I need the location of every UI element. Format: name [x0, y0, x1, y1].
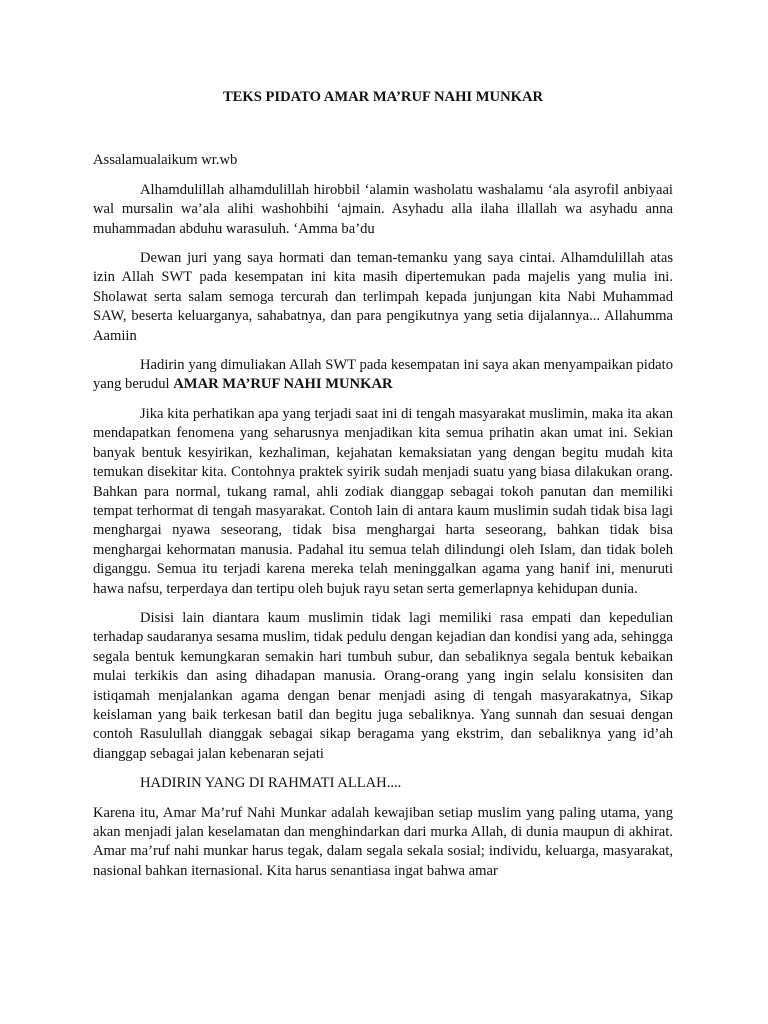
paragraph-opening-praise: Alhamdulillah alhamdulillah hirobbil ‘alamin washolatu washalamu ‘ala asyrofil anbiyaai wal mursalin wa’ala alihi washohbihi ‘ajmain. Asyhadu alla ilaha illallah wa asyhadu anna muhammadan abduhu warasuluh. ‘Amma ba’du [93, 181, 673, 237]
paragraph-salutation: Dewan juri yang saya hormati dan teman-temanku yang saya cintai. Alhamdulillah atas izin Allah SWT pada kesempatan ini kita masih dipertemukan pada majelis yang mulia ini. Sholawat serta salam semoga tercurah dan terlimpah kepada junjungan kita Nabi Muhammad SAW, beserta keluarganya, sahabatnya, dan para pengikutnya yang setia dijalannya... Allahumma Aamiin [93, 250, 673, 344]
document-title: TEKS PIDATO AMAR MA’RUF NAHI MUNKAR [222, 89, 544, 105]
document-body [93, 88, 673, 891]
paragraph-body-2: Disisi lain diantara kaum muslimin tidak lagi memiliki rasa empati dan kepedulian terhadap saudaranya sesama muslim, tidak pedulu dengan kejadian dan kondisi yang ada, sehingga segala bentuk kemungkaran semakin hari tumbuh subur, dan sebaliknya segala bentuk kebaikan mulai terkikis dan asing dihadapan manusia. Orang-orang yang ingin selalu konsisiten dan istiqamah menjalankan agama dengan benar menjadi asing di tengah masyarakatnya, Sikap keislaman yang baik terkesan batil dan begitu juga sebaliknya. Yang sunnah dan sesuai dengan contoh Rasulullah dianggak sebagai sikap beragama yang ekstrim, dan sebaliknya yang id’ah dianggap sebagai jalan kebenaran sejati [93, 609, 673, 762]
topic-title-emphasis: AMAR MA’RUF NAHI MUNKAR [173, 376, 393, 393]
paragraph-topic [93, 356, 673, 395]
section-heading: HADIRIN YANG DI RAHMATI ALLAH.... [140, 775, 402, 792]
paragraph-closing: Karena itu, Amar Ma’ruf Nahi Munkar adalah kewajiban setiap muslim yang paling utama, yang akan menjadi jalan keselamatan dan menghindarkan dari murka Allah, di dunia maupun di akhirat. Amar ma’ruf nahi munkar harus tegak, dalam segala sekala sosial; individu, keluarga, masyarakat, nasional bahkan iternasional. Kita harus senantiasa ingat bahwa amar [93, 804, 673, 879]
greeting-line: Assalamualaikum wr.wb [93, 152, 238, 169]
paragraph-body-1: Jika kita perhatikan apa yang terjadi saat ini di tengah masyarakat muslimin, maka ita akan mendapatkan fenomena yang seharusnya menjadikan kita semua prihatin akan umat ini. Sekian banyak bentuk kesyirikan, kezhaliman, kejahatan kemaksiatan yang dengan begitu mudah kita temukan disekitar kita. Contohnya praktek syirik sudah menjadi suatu yang biasa dilakukan orang. Bahkan para normal, tukang ramal, ahli zodiak dianggap sebagai tokoh panutan dan memiliki tempat terhormat di tengah masyarakat. Contoh lain di antara kaum muslimin sudah tidak bisa lagi menghargai nyawa seseorang, tidak bisa menghargai harta seseorang, bahkan tidak bisa menghargai kehormatan manusia. Padahal itu semua telah dilindungi oleh Islam, dan tidak boleh diganggu. Semua itu terjadi karena mereka telah meninggalkan agama yang hanif ini, menuruti hawa nafsu, terperdaya dan tertipu oleh bujuk rayu setan serta gemerlapnya kehidupan dunia. [93, 405, 673, 597]
topic-intro-text: Hadirin yang dimuliakan Allah SWT pada kesempatan ini saya akan menyampaikan pidato yang berudul [93, 357, 673, 393]
